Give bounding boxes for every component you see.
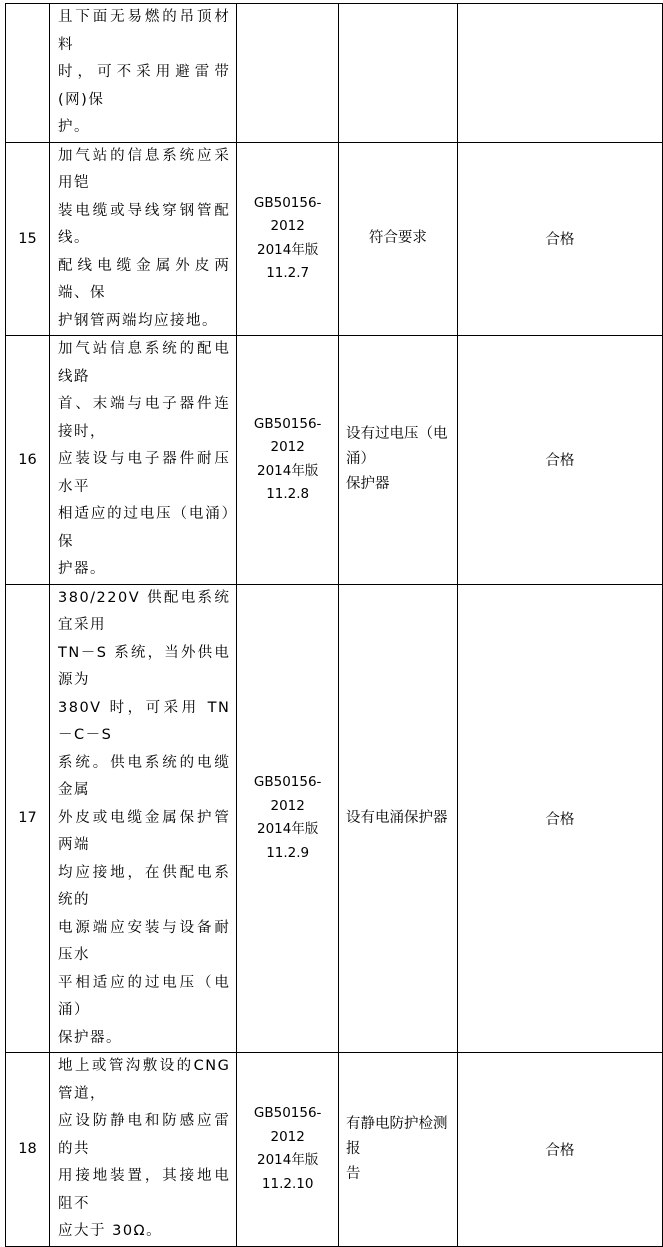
row-number: 16: [6, 336, 50, 585]
result-cell: 合格: [457, 336, 662, 585]
result-cell: 合格: [457, 142, 662, 336]
requirement-cell: 加气站信息系统的配电线路 首、末端与电子器件连接时， 应装设与电子器件耐压水平 相适应的过电压（电涌）保 护器。: [50, 336, 237, 585]
result-cell: 合格: [457, 1053, 662, 1247]
finding-cell: 有静电防护检测报 告: [339, 1053, 458, 1247]
standard-cell: GB50156-2012 2014年版 11.2.9: [237, 584, 339, 1053]
requirement-cell: 地上或管沟敷设的CNG管道， 应设防静电和防感应雷的共 用接地装置，其接地电阻不 应大于 30Ω。: [50, 1053, 237, 1247]
finding-cell: 设有过电压（电涌） 保护器: [339, 336, 458, 585]
row-number: 17: [6, 584, 50, 1053]
requirement-cell: 380/220V 供配电系统宜采用 TN－S 系统，当外供电源为 380V 时，可采用 TN－C－S 系统。供电系统的电缆金属 外皮或电缆金属保护管两端 均应接地，在供配电系统的 电源端应安装与设备耐压水 平相适应的过电压（电涌） 保护器。: [50, 584, 237, 1053]
row-number: [6, 4, 50, 143]
table-row: [6, 584, 663, 1053]
result-cell: [457, 4, 662, 143]
row-number: 18: [6, 1053, 50, 1247]
finding-cell: 符合要求: [339, 142, 458, 336]
standard-cell: GB50156-2012 2014年版 11.2.10: [237, 1053, 339, 1247]
table-row: [6, 4, 663, 143]
standard-cell: GB50156-2012 2014年版 11.2.8: [237, 336, 339, 585]
standard-cell: GB50156-2012 2014年版 11.2.7: [237, 142, 339, 336]
finding-cell: 设有电涌保护器: [339, 584, 458, 1053]
inspection-table: [5, 3, 663, 1247]
row-number: 15: [6, 142, 50, 336]
table-row: [6, 1053, 663, 1247]
table-row: [6, 336, 663, 585]
standard-cell: [237, 4, 339, 143]
result-cell: 合格: [457, 584, 662, 1053]
requirement-cell: 加气站的信息系统应采用铠 装电缆或导线穿钢管配线。 配线电缆金属外皮两端、保 护钢管两端均应接地。: [50, 142, 237, 336]
finding-cell: [339, 4, 458, 143]
requirement-cell: 且下面无易燃的吊顶材料 时，可不采用避雷带(网)保 护。: [50, 4, 237, 143]
table-row: [6, 142, 663, 336]
